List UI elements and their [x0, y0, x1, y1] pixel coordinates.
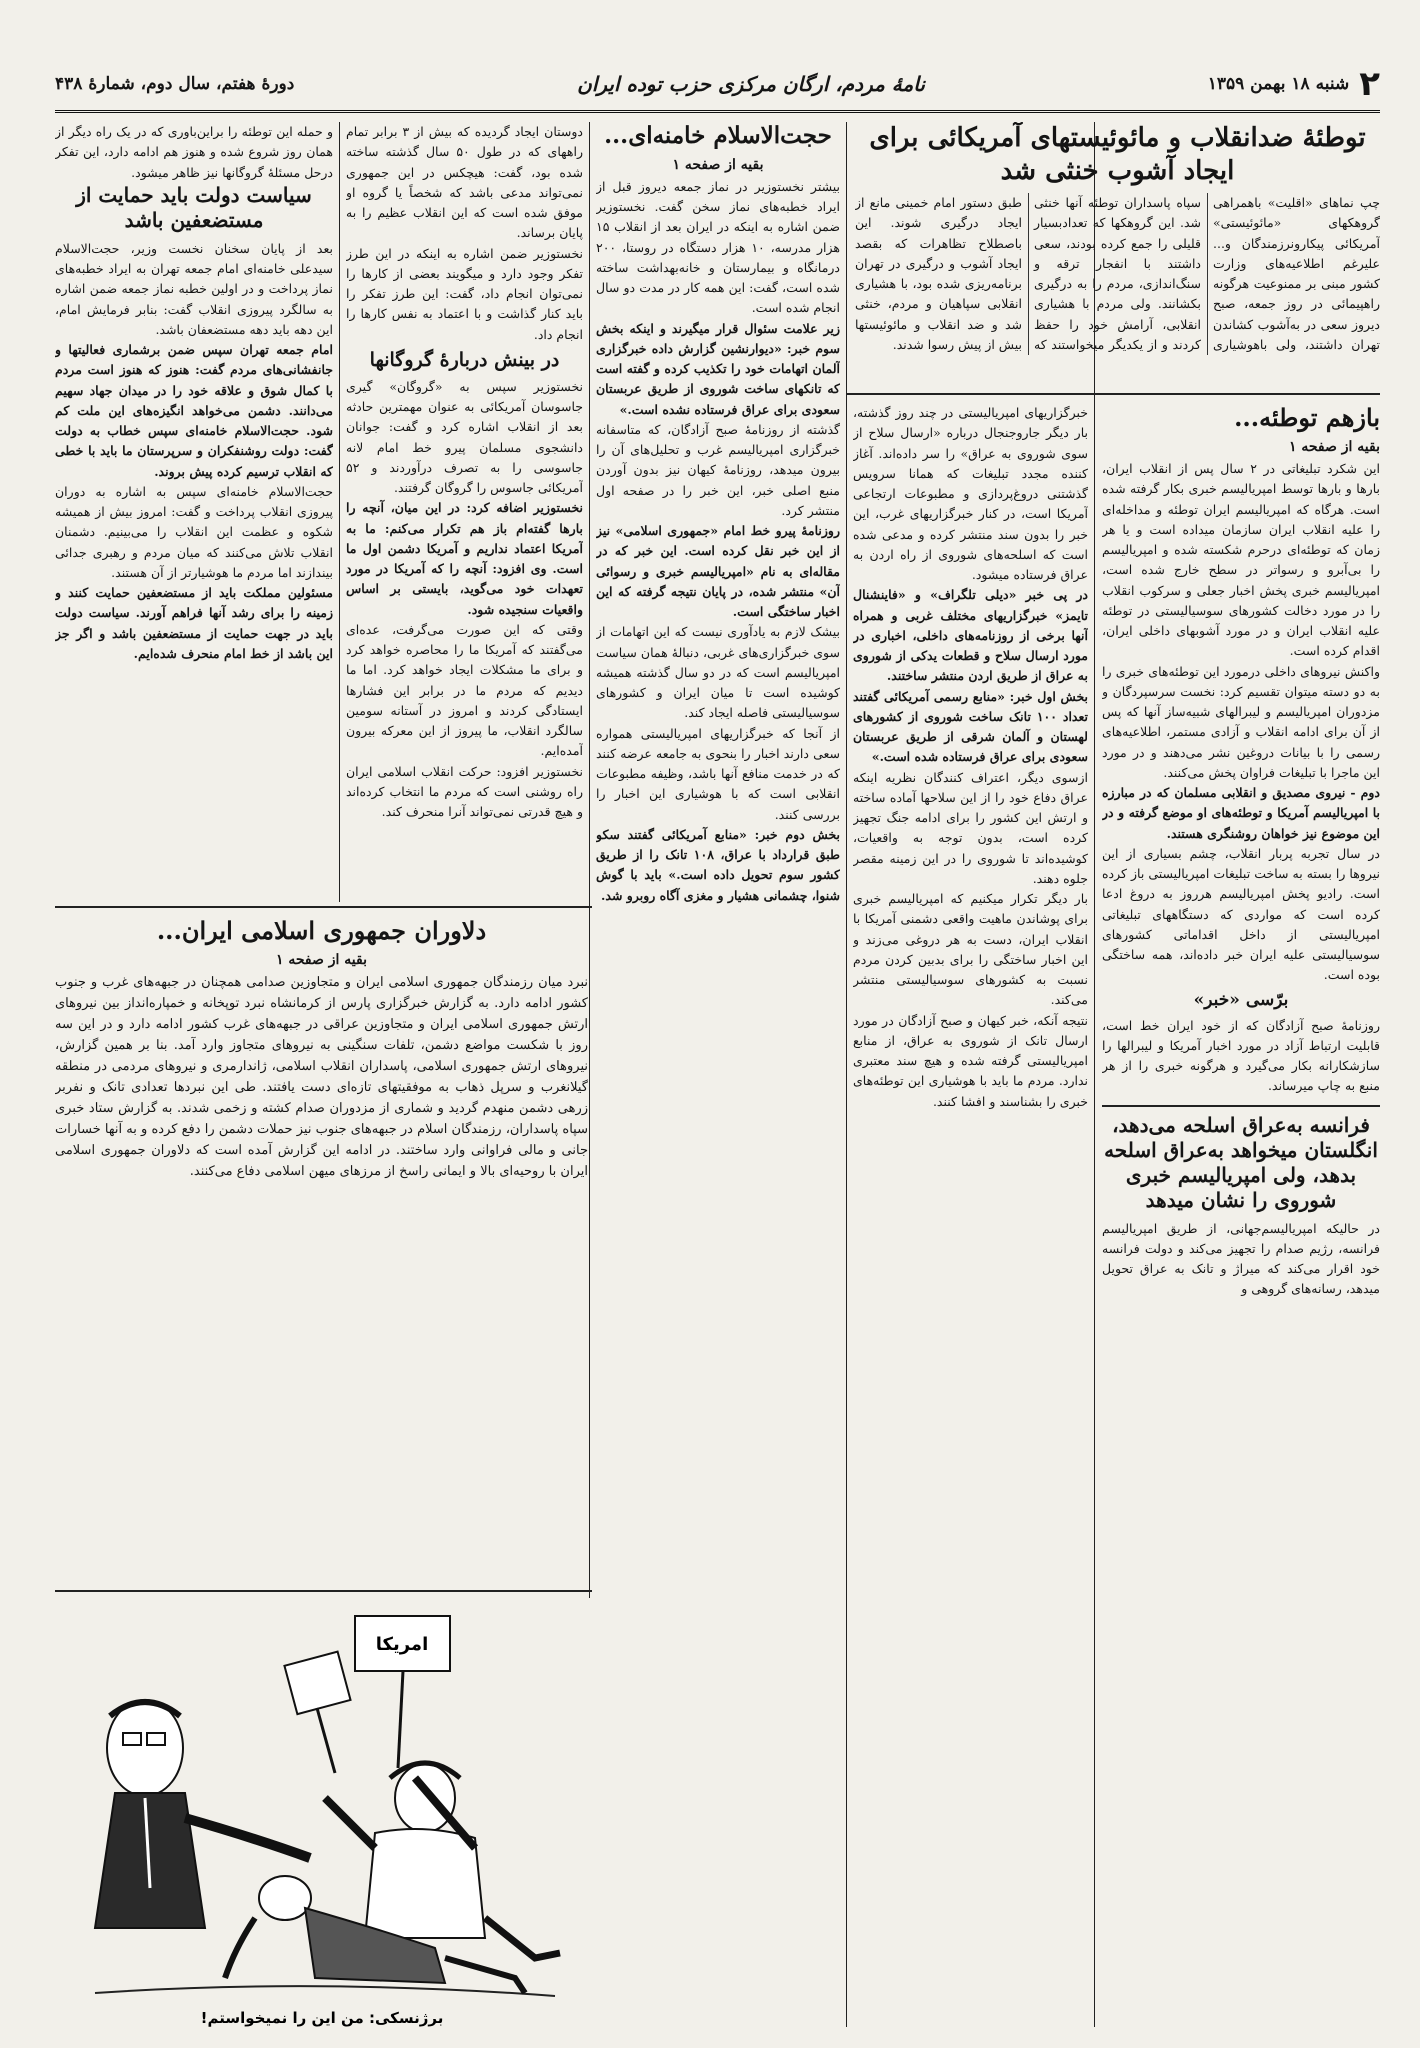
col4-body-4: وقتی که این صورت می‌گرفت، عده‌ای می‌گفتند که آمریکا ما را محاصره خواهد کرد و برای ما مشکلات ایجاد خواهد کرد. اما ما دیدیم که مردم ما در برابر این فشارها ایستادگی کردند و امروز در آستانه سومین سالگرد انقلاب، ما پیروز از این معرکه بیرون آمده‌ایم. [346, 621, 583, 759]
issue-number: دورهٔ هفتم، سال دوم، شمارهٔ ۴۳۸ [55, 74, 295, 94]
col5-headline: سیاست دولت باید حمایت از مستضعفین باشد [76, 182, 312, 232]
page-number: ۲ [1359, 64, 1380, 104]
col2-body-3: بخش اول خبر: «منابع رسمی آمریکائی گفتند تعداد ۱۰۰ تانک ساخت شوروی از کشورهای لهستان و آلمان شرقی از طریق عربستان سعودی برای عراق فرستاده شده است.» [853, 688, 1088, 765]
battle-article [55, 916, 588, 1584]
col2-body-4: ازسوی دیگر، اعتراف کنندگان نظریه اینکه عراق دفاع خود را از این سلاحها آماده ساخته و ارتش این کشور را برای ادامه جنگ تجهیز کرده است، بدون توجه به واقعیات، کوشیده‌اند تا شوروی را در این زمینه مقصر جلوه دهند. [853, 769, 1088, 886]
col4-body-3: نخستوزیر اضافه کرد: در این میان، آنچه را بارها گفته‌ام باز هم تکرار می‌کنم: ما به آمریکا اعتماد نداریم و آمریکا دشمن اول ما است. وی افزود: آنچه را که آمریکا در مورد تعهدات خود می‌گوید، بایستی بر اساس واقعیات سنجیده شود. [346, 500, 583, 617]
col2-body-5: بار دیگر تکرار میکنیم که امپریالیسم خبری برای پوشاندن ماهیت واقعی دشمنی آمریکا با انقلاب ایران، دست به هر دروغی می‌زند و این اخبار ساختگی را برای بدبین کردن مردم نسبت به کشورهای سوسیالیستی منتشر می‌کند. [853, 891, 1088, 1008]
col1-continued: بقیه از صفحه ۱ [1288, 439, 1380, 455]
col3-body-6: از آنجا که خبرگزاریهای امپریالیستی همواره سعی دارند اخبار را بنحوی به جامعه عرضه کنند که در خدمت منافع آنها باشد، وظیفه مطبوعات انقلابی است که با هوشیاری این اخبار را بررسی کنند. [596, 725, 840, 822]
battle-body: نبرد میان رزمندگان جمهوری اسلامی ایران و متجاوزین صدامی همچنان در جبهه‌های غرب و جنوب کشور ادامه دارد. به گزارش خبرگزاری پارس از کرمانشاه نبرد توپخانه و خمپاره‌انداز بین نیروهای ارتش جمهوری اسلامی ایران و متجاوزین عراقی در جبهه‌های غرب کشور ادامه دارد و در این سه روز با شکست مواضع دشمن، تلفات سنگینی به نیروهای متجاوز وارد آمد. بنا بر همین گزارش، نیروهای ارتش جمهوری اسلامی، پاسداران انقلاب اسلامی، ژاندارمری و نیروهای مردمی در منطقه گیلانغرب و سرپل ذهاب به موفقیتهای تازه‌ای دست یافتند. طی این نبردها تعدادی تانک و نفربر زرهی دشمن منهدم گردید و شماری از مزدوران صدام کشته و زخمی شدند. به گزارش ستاد خبری سپاه پاسداران، رزمندگان اسلام در جبهه‌های جنوب نیز حملات دشمن را دفع کرده و به آنها خسارات جانی و مالی فراوانی وارد ساختند. در ادامه این گزارش آمده است که دلاوران جمهوری اسلامی ایران با روحیه‌ای بالا و ایمانی راسخ از مرزهای میهن اسلامی دفاع می‌کنند. [55, 975, 588, 1180]
cartoon-caption: برژنسکی: من این را نمیخواستم! [200, 2009, 444, 2027]
political-cartoon [55, 1598, 590, 2033]
column-1 [1102, 403, 1380, 2028]
col1-body-5: روزنامهٔ صبح آزادگان که از خود ایران خط است، قابلیت ارتباط آزاد در مورد اخبار آمریکا و لیبرالها را سازشکارانه بکار می‌گیرد و هرگونه خبری را از هر منبع به چاپ میرساند. [1102, 1017, 1380, 1094]
col4-intro: دوستان ایجاد گردیده که بیش از ۳ برابر تمام راههای که در طول ۵۰ سال گذشته ساخته شده بود، گفت: هیچکس در این جمهوری نمی‌تواند مدعی باشد که شخصاً یا گروه او موفق شده است که این انقلاب عظیم را به پایان برساند. [346, 124, 583, 241]
column-rule [339, 122, 340, 902]
column-rule [846, 122, 847, 2027]
column-2 [853, 403, 1088, 2028]
col4-subhead: در بینش دربارهٔ گروگانها [369, 348, 560, 371]
newspaper-page [55, 58, 1380, 2033]
paper-title: نامهٔ مردم، ارگان مرکزی حزب توده ایران [577, 72, 925, 96]
col4-body-5: نخستوزیر افزود: حرکت انقلاب اسلامی ایران راه روشنی است که مردم ما انتخاب کرده‌اند و هیچ قدرتی نمی‌تواند آنرا منحرف کند. [346, 763, 583, 819]
col1-subhead: برّسی «خبر» [1193, 989, 1289, 1010]
lead-article [855, 122, 1380, 387]
section-divider [55, 906, 592, 908]
col1-headline-2: فرانسه به‌عراق اسلحه می‌دهد، انگلستان میخواهد به‌عراق اسلحه بدهد، ولی امپریالیسم خبری شوروی را نشان میدهد [1102, 1105, 1380, 1213]
masthead [55, 58, 1380, 113]
lead-body: چپ نماهای «اقلیت» باهمراهی گروهکهای «مائوئیستی» آمریکائی پیکارونرزمندگان و... علیرغم اطلاعیه‌های وزارت کشور مبنی بر ممنوعیت هرگونه راهپیمائی در روز جمعه، صبح دیروز سعی در به‌آشوب کشاندن تهران داشتند، ولی باهوشیاری سپاه پاسداران توطئه آنها خنثی شد. این گروهکها که تعدادبسیار قلیلی را جمع کرده بودند، سعی داشتند با انفجار ترقه و سنگ‌اندازی، مردم را به درگیری بکشانند. ولی مردم با هشیاری انقلابی، آرامش خود را حفظ کردند و از یکدیگر میخواستند که طبق دستور امام خمینی مانع از ایجاد درگیری شوند. این باصطلاح تظاهرات که بقصد ایجاد آشوب و درگیری در تهران برنامه‌ریزی شده بود، با هشیاری انقلابی سپاهیان و مردم، خنثی شد و ضد انقلاب و مائوئیستها بیش از پیش رسوا شدند. [855, 195, 1380, 352]
section-divider [55, 1590, 592, 1592]
col4-body-1: نخستوزیر ضمن اشاره به اینکه در این طرز تفکر وجود دارد و میگویند بعضی از کارها را نمی‌توان انجام داد، گفت: این طرز تفکر را باید کنار گذاشت و با اعتماد به نفس کارها را انجام داد. [346, 245, 583, 342]
col1-body-1: این شکرد تبلیغاتی در ۲ سال پس از انقلاب ایران، بارها و بارها توسط امپریالیسم خبری بکار گرفته شده است. هرگاه که امپریالیسم ایران توطئه و مداخله‌ای را علیه انقلاب ایران سازمان میداده است و یا هر زمان که توطئه‌ای درحرم شکسته شده و امپریالیسم را بی‌آبرو و رسواتر در سطح خارج شده است، امپریالیسم خبری پخش اخبار جعلی و سرکوب انقلاب را در مورد دخالت کشورهای سوسیالیستی در توطئه علیه انقلاب ایران و در مورد آشوبهای داخلی ایران، اقدام کرده است. [1102, 461, 1380, 659]
battle-headline: دلاوران جمهوری اسلامی ایران... [156, 916, 487, 945]
col4-body-2: نخستوزیر سپس به «گروگان» گیری جاسوسان آمریکائی به عنوان مهمترین حادثه بعد از انقلاب اشاره کرد و گفت: جوانان دانشجوی مسلمان پیرو خط امام لانه جاسوسی را به تصرف درآوردند و ۵۲ آمریکائی جاسوس را گروگان گرفتند. [346, 378, 583, 495]
col2-body-2: در پی خبر «دیلی تلگراف» و «فاینشنال تایمز» خبرگزاریهای مختلف غربی و همراه آنها برخی از روزنامه‌های داخلی، اخباری در مورد ارسال سلاح و قطعات یدکی از شوروی به عراق از طریق اردن منتشر ساختند. [853, 587, 1088, 684]
col5-body-4: حجت‌الاسلام خامنه‌ای سپس به اشاره به دوران پیروزی انقلاب پرداخت و گفت: امروز بیش از همیشه شکوه و عظمت این انقلاب را می‌بینیم. دشمنان انقلاب تلاش می‌کنند که میان مردم و رهبری جدائی بیندازند اما مردم ما هوشیارتر از آن هستند. [55, 483, 333, 580]
lead-headline: توطئهٔ ضدانقلاب و مائوئیستهای آمریکائی برای ایجاد آشوب خنثی شد [869, 123, 1366, 186]
col5-body-2: بعد از پایان سخنان نخست وزیر، حجت‌الاسلام سیدعلی خامنه‌ای امام جمعه تهران به ایراد خطبه‌های نماز پرداخت و در اولین خطبه نماز جمعه ضمن اشاره به سالگرد پیروزی انقلاب گفت: بنابر فرمایش امام، این دهه باید دهه مستضعفان باشد. [55, 240, 333, 337]
masthead-right [1208, 64, 1380, 104]
issue-date: شنبه ۱۸ بهمن ۱۳۵۹ [1207, 74, 1350, 94]
col1-body-6: در حالیکه امپریالیسم‌جهانی، از طریق امپریالیسم فرانسه، رژیم صدام را تجهیز می‌کند و دولت فرانسه خود اقرار می‌کند که میراژ و تانک به عراق تحویل میدهد، رسانه‌های گروهی و [1102, 1220, 1380, 1297]
col3-headline: حجت‌الاسلام خامنه‌ای... [604, 122, 832, 149]
section-divider [847, 393, 1380, 395]
col1-body-3: دوم - نیروی مصدیق و انقلابی مسلمان که در مبارزه با امپریالیسم آمریکا و توطئه‌های او موضع گرفته و در این موضوع نیز خواهان روشنگری هستند. [1102, 785, 1380, 841]
col2-body-6: نتیجه آنکه، خبر کیهان و صبح آزادگان در مورد ارسال تانک از شوروی به عراق، از منابع امپریالیستی گرفته شده و هیچ سند معتبری ندارد. مردم ما باید با هوشیاری این توطئه‌های خبری را بشناسند و افشا کنند. [853, 1012, 1088, 1109]
col1-headline: بازهم توطئه... [1234, 403, 1380, 432]
col2-body-1: خبرگزاریهای امپریالیستی در چند روز گذشته، بار دیگر جاروجنجال درباره «ارسال سلاح از سوی شوروی به عراق» را سر داده‌اند. آغاز کننده مجدد تبلیغات که همانا سرویس گذشتنی دروغ‌پردازی و مطبوعات ارتجاعی آمریکا است، در کنار خبرگزاریهای غرب، این خبر را بدون سند منتشر کرده و مدعی شده است که اسلحه‌های شوروی از راه اردن به عراق فرستاده میشود. [853, 405, 1088, 582]
battle-continued: بقیه از صفحه ۱ [275, 952, 368, 968]
col5-body-3: امام جمعه تهران سپس ضمن برشماری فعالیتها و جانفشانی‌های مردم گفت: هنوز که هنوز است مردم با کمال شوق و علاقه خود را در میدان جهاد سهیم می‌دانند. دشمن می‌خواهد انگیزه‌های این ملت کم شود. حجت‌الاسلام خامنه‌ای سپس خطاب به دولت گفت: دولت روشنفکران و سرپرستان ما باید با خطی که انقلاب ترسیم کرده پیش بروند. [55, 342, 333, 479]
column-rule [1094, 122, 1095, 2027]
col3-body-7: بخش دوم خبر: «منابع آمریکائی گفتند سکو طبق قرارداد با عراق، ۱۰۸ تانک را از طریق کشور سوم تحویل داده است.» باید با گوش شنوا، چشمانی هشیار و مغزی آگاه روبرو شد. [596, 826, 840, 903]
col3-body-1: بیشتر نخستوزیر در نماز جمعه دیروز قبل از ایراد خطبه‌های نماز سخن گفت. نخستوزیر ضمن اشاره به اینکه در ایران بعد از انقلاب ۱۵ هزار مدرسه، ۱۰ هزار دستگاه در روستا، ۲۰۰ درمانگاه و بیمارستان و خانه‌بهداشت ساخته شده است، گفت: این همه کار در مدت دو سال انجام شده است. [596, 178, 840, 316]
col1-body-2: واکنش نیروهای داخلی درمورد این توطئه‌های خبری را به دو دسته میتوان تقسیم کرد: نخست سرسپردگان و مزدوران امپریالیسم و لیبرالهای شبیه‌ساز آنها که پس از آن برای ادامه انقلاب و آزادی مستمر، اطلاعیه‌های رسمی را با بیانات دروغین نشر می‌دهند و در مورد این ماجرا با تبلیغات فراوان پخش می‌کنند. [1102, 663, 1380, 780]
col5-body-5: مسئولین مملکت باید از مستضعفین حمایت کنند و زمینه را برای رشد آنها فراهم آورند. سیاست دولت باید در جهت حمایت از مستضعفین باشد و اگر جز این باشد از خط امام منحرف شده‌ایم. [55, 585, 333, 661]
col3-body-3: گذشته از روزنامهٔ صبح آزادگان، که متاسفانه خبرگزاری امپریالیسم غرب و تحلیل‌های آن را بیرون میدهد، روزنامهٔ کیهان نیز بدون آوردن منبع اصلی خبر، این خبر را در صفحه اول منتشر کرد. [596, 421, 840, 518]
col5-body-1: و حمله این توطئه را براین‌باوری که در یک راه دیگر از همان روز شروع شده و هنوز هم ادامه دارد، این تفکر درحل مسئلهٔ گروگانها نیز ظاهر میشود. [55, 124, 333, 180]
col3-body-5: بیشک لازم به یادآوری نیست که این اتهامات از سوی خبرگزاری‌های غربی، دنبالهٔ همان سیاست امپریالیسم است که در دو سال گذشته همیشه کوشیده است تا میان ایران و کشورهای سوسیالیستی فاصله ایجاد کند. [596, 624, 840, 721]
col3-continued: بقیه از صفحه ۱ [672, 156, 764, 173]
column-3 [596, 122, 840, 2027]
cartoon-drawing [55, 1598, 590, 2033]
cartoon-sign: امریکا [375, 1634, 429, 1655]
col3-body-4: روزنامهٔ پیرو خط امام «جمهوری اسلامی» نیز از این خبر نقل کرده است. این خبر که در مقاله‌ای به نام «امپریالیسم خبری و رسوائی آن» منتشر شده، در پایان نتیجه گرفته که این اخبار ساختگی است. [596, 523, 840, 619]
column-5 [55, 122, 333, 902]
col3-body-2: زیر علامت سئوال قرار میگیرند و اینکه بخش سوم خبر: «دیوارنشین گزارش داده خبرگزاری آلمان اتهامات خود را تکذیب کرده و گفته است که تانکهای ساخت شوروی از طریق عربستان سعودی برای عراق فرستاده نشده است.» [596, 320, 840, 417]
col1-body-4: در سال تجربه پربار انقلاب، چشم بسیاری از این نیروها را بسته به ساخت تبلیغات امپریالیستی باز کرده است. رادیو پخش امپریالیسم هرروز به دروغ ادعا کرده است که مواردی که دستگاههای تبلیغاتی امپریالیستی از داخل اقداماتی کشورهای سوسیالیستی علیه ایران خبر داده‌اند، همه ساختگی بوده است. [1102, 845, 1380, 983]
